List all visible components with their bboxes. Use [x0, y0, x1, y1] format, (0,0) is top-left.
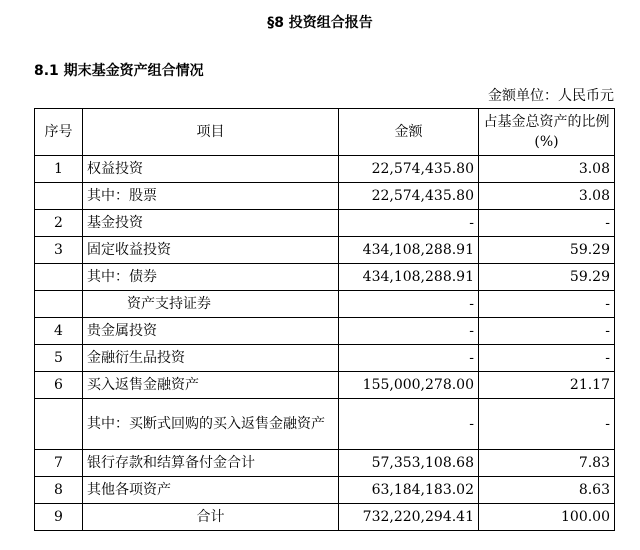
- row-index: 9: [35, 504, 83, 531]
- row-amount: 57,353,108.68: [339, 450, 479, 477]
- table-row: [35, 291, 615, 318]
- row-ratio: -: [479, 291, 615, 318]
- header-index: 序号: [35, 109, 83, 156]
- table-row: [35, 372, 615, 399]
- row-ratio: 8.63: [479, 477, 615, 504]
- table-row: [35, 183, 615, 210]
- table-row: [35, 450, 615, 477]
- row-ratio: -: [479, 318, 615, 345]
- row-ratio: 7.83: [479, 450, 615, 477]
- row-amount: -: [339, 210, 479, 237]
- table-row: [35, 318, 615, 345]
- row-index: 5: [35, 345, 83, 372]
- row-ratio: 100.00: [479, 504, 615, 531]
- row-item: 合计: [83, 504, 339, 531]
- table-row: [35, 264, 615, 291]
- row-amount: -: [339, 345, 479, 372]
- row-item: 银行存款和结算备付金合计: [83, 450, 339, 477]
- row-index: [35, 183, 83, 210]
- row-amount: 22,574,435.80: [339, 156, 479, 183]
- row-index: 4: [35, 318, 83, 345]
- table-row: [35, 156, 615, 183]
- row-amount: 434,108,288.91: [339, 264, 479, 291]
- row-amount: -: [339, 291, 479, 318]
- row-item: 其他各项资产: [83, 477, 339, 504]
- table-row: [35, 345, 615, 372]
- row-ratio: -: [479, 345, 615, 372]
- row-ratio: 59.29: [479, 264, 615, 291]
- table-row: [35, 237, 615, 264]
- row-amount: 732,220,294.41: [339, 504, 479, 531]
- row-ratio: -: [479, 210, 615, 237]
- table-total-row: [35, 504, 615, 531]
- row-amount: 63,184,183.02: [339, 477, 479, 504]
- row-index: 6: [35, 372, 83, 399]
- sub-title: 8.1 期末基金资产组合情况: [34, 63, 204, 79]
- row-amount: 434,108,288.91: [339, 237, 479, 264]
- asset-portfolio-table: [34, 108, 615, 531]
- row-item: 其中：股票: [83, 183, 339, 210]
- row-index: [35, 264, 83, 291]
- table-row: [35, 399, 615, 450]
- row-index: [35, 291, 83, 318]
- row-item: 其中：债券: [83, 264, 339, 291]
- header-amount: 金额: [339, 109, 479, 156]
- header-ratio: 占基金总资产的比例(%): [479, 109, 615, 156]
- unit-note: 金额单位：人民币元: [488, 88, 614, 104]
- row-index: 7: [35, 450, 83, 477]
- row-ratio: 3.08: [479, 183, 615, 210]
- table-row: [35, 210, 615, 237]
- table-row: [35, 477, 615, 504]
- row-index: 2: [35, 210, 83, 237]
- row-item: 贵金属投资: [83, 318, 339, 345]
- row-amount: -: [339, 399, 479, 450]
- row-ratio: 3.08: [479, 156, 615, 183]
- row-index: 8: [35, 477, 83, 504]
- row-amount: 22,574,435.80: [339, 183, 479, 210]
- row-ratio: 59.29: [479, 237, 615, 264]
- row-item: 其中：买断式回购的买入返售金融资产: [83, 399, 339, 450]
- row-item: 固定收益投资: [83, 237, 339, 264]
- row-index: 3: [35, 237, 83, 264]
- row-item: 资产支持证券: [83, 291, 339, 318]
- row-index: 1: [35, 156, 83, 183]
- row-ratio: -: [479, 399, 615, 450]
- row-amount: 155,000,278.00: [339, 372, 479, 399]
- row-item: 权益投资: [83, 156, 339, 183]
- section-title: §8 投资组合报告: [267, 15, 373, 31]
- row-item: 买入返售金融资产: [83, 372, 339, 399]
- table-header-row: [35, 109, 615, 156]
- row-amount: -: [339, 318, 479, 345]
- row-ratio: 21.17: [479, 372, 615, 399]
- header-item: 项目: [83, 109, 339, 156]
- row-item: 金融衍生品投资: [83, 345, 339, 372]
- row-item: 基金投资: [83, 210, 339, 237]
- row-index: [35, 399, 83, 450]
